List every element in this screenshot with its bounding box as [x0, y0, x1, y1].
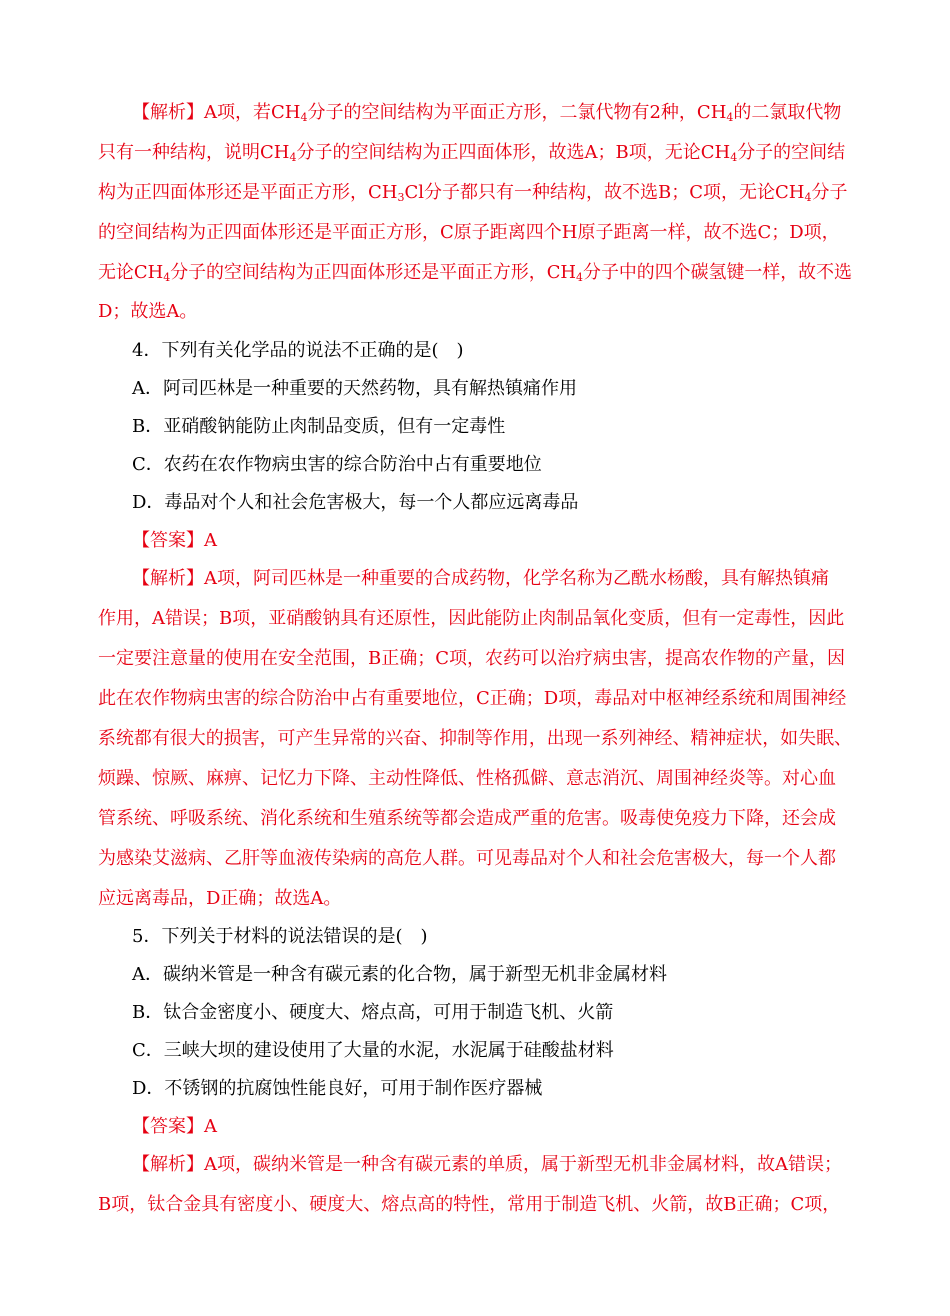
- q5-option-b: B．钛合金密度小、硬度大、熔点高，可用于制造飞机、火箭: [132, 1002, 614, 1023]
- q4-analysis-line-2: 作用，A错误；B项，亚硝酸钠具有还原性，因此能防止肉制品氧化变质，但有一定毒性，因此: [98, 608, 845, 629]
- q5-option-c: C．三峡大坝的建设使用了大量的水泥，水泥属于硅酸盐材料: [132, 1040, 614, 1061]
- q3-analysis-line-2: 只有一种结构，说明$CH_4$分子的空间结构为正四面体形，故选A；B项，无论$CH_4$分子的空间结: [98, 142, 846, 164]
- q5-option-d: D．不锈钢的抗腐蚀性能良好，可用于制作医疗器械: [132, 1078, 543, 1099]
- q3-analysis-line-1: 【解析】A项，若$CH_4$分子的空间结构为平面正方形，二氯代物有2种，$CH_4$的二氯取代物: [132, 102, 842, 124]
- q4-option-b: B．亚硝酸钠能防止肉制品变质，但有一定毒性: [132, 416, 506, 437]
- q5-stem: 5．下列关于材料的说法错误的是( ): [132, 926, 428, 947]
- q3-analysis-line-6: D；故选A。: [98, 301, 198, 322]
- q3-analysis-line-5: 无论$CH_4$分子的空间结构为正四面体形还是平面正方形，$CH_4$分子中的四个碳氢键一样，故不选: [98, 262, 852, 284]
- q3-analysis-line-3: 构为正四面体形还是平面正方形，$CH_3Cl$分子都只有一种结构，故不选B；C项，无论$CH_4$分子: [98, 182, 848, 204]
- q4-analysis-line-1: 【解析】A项，阿司匹林是一种重要的合成药物，化学名称为乙酰水杨酸，具有解热镇痛: [132, 568, 829, 589]
- q5-analysis-line-2: B项，钛合金具有密度小、硬度大、熔点高的特性，常用于制造飞机、火箭，故B正确；C项，: [98, 1194, 841, 1215]
- q4-answer: 【答案】A: [132, 530, 217, 551]
- q4-analysis-line-3: 一定要注意量的使用在安全范围，B正确；C项，农药可以治疗病虫害，提高农作物的产量，因: [98, 648, 845, 669]
- q5-analysis-line-1: 【解析】A项，碳纳米管是一种含有碳元素的单质，属于新型无机非金属材料，故A错误；: [132, 1154, 842, 1175]
- q4-option-c: C．农药在农作物病虫害的综合防治中占有重要地位: [132, 454, 542, 475]
- q4-analysis-line-9: 应远离毒品，D正确；故选A。: [98, 888, 342, 909]
- q5-option-a: A．碳纳米管是一种含有碳元素的化合物，属于新型无机非金属材料: [132, 964, 667, 985]
- q4-analysis-line-4: 此在农作物病虫害的综合防治中占有重要地位，C正确；D项，毒品对中枢神经系统和周围神经: [98, 688, 847, 709]
- q4-analysis-line-5: 系统都有很大的损害，可产生异常的兴奋、抑制等作用，出现一系列神经、精神症状，如失眠、: [98, 728, 852, 749]
- q4-analysis-line-6: 烦躁、惊厥、麻痹、记忆力下降、主动性降低、性格孤僻、意志消沉、周围神经炎等。对心血: [98, 768, 836, 789]
- q4-analysis-line-8: 为感染艾滋病、乙肝等血液传染病的高危人群。可见毒品对个人和社会危害极大，每一个人都: [98, 848, 836, 869]
- q4-option-d: D．毒品对个人和社会危害极大，每一个人都应远离毒品: [132, 492, 579, 513]
- q4-option-a: A．阿司匹林是一种重要的天然药物，具有解热镇痛作用: [132, 378, 577, 399]
- q3-analysis-line-4: 的空间结构为正四面体形还是平面正方形，C原子距离四个H原子距离一样，故不选C；D项，: [98, 222, 840, 243]
- q4-stem: 4．下列有关化学品的说法不正确的是( ): [132, 340, 464, 361]
- q4-analysis-line-7: 管系统、呼吸系统、消化系统和生殖系统等都会造成严重的危害。吸毒使免疫力下降，还会成: [98, 808, 836, 829]
- q5-answer: 【答案】A: [132, 1116, 217, 1137]
